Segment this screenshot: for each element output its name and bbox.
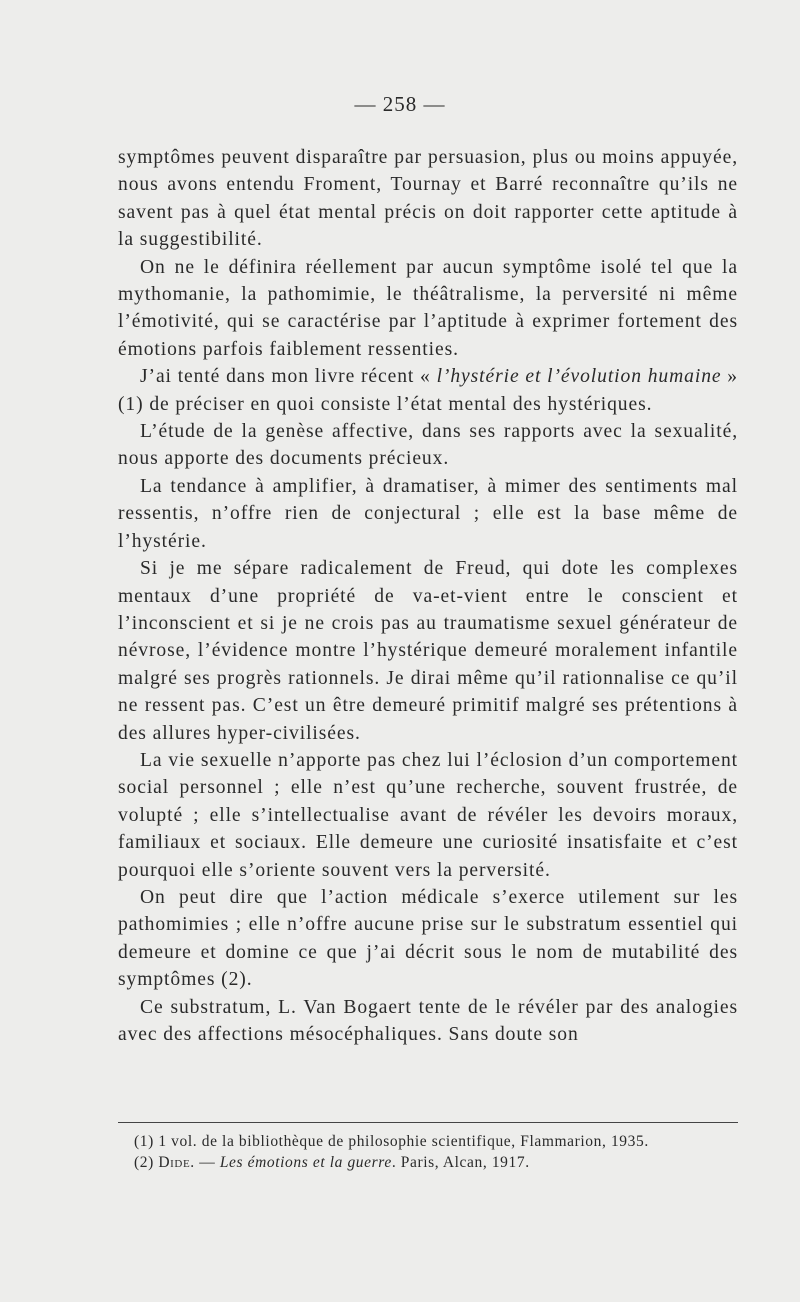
footnote-2-marker: (2) [134, 1153, 159, 1171]
footnote-2 [118, 1153, 738, 1174]
paragraph-4: L’étude de la genèse affective, dans ses rapports avec la sexualité, nous apporte des documents précieux. [118, 421, 738, 470]
paragraph-3 [118, 363, 738, 418]
page-number: — 258 — [354, 92, 446, 116]
footnote-1: (1) 1 vol. de la bibliothèque de philosophie scientifique, Flammarion, 1935. [134, 1133, 649, 1150]
paragraph-3-text-after: » (1) de préciser en quoi consiste l’état mental des hystériques. [118, 366, 739, 415]
paragraph-1: symptômes peuvent disparaître par persuasion, plus ou moins appuyée, nous avons entendu Froment, Tournay et Barré reconnaître qu’ils ne savent pas à quel état mental précis on doit rapporter cette aptitude à la suggestibilité. [118, 147, 738, 251]
footnote-2-separator: . — [190, 1153, 220, 1171]
book-title: l’hystérie et l’évolution humaine [436, 366, 722, 388]
paragraph-5: La tendance à amplifier, à dramatiser, à mimer des sentiments mal ressentis, n’offre rien de conjectural ; elle est la base même de l’hystérie. [118, 475, 738, 552]
paragraph-2: On ne le définira réellement par aucun symptôme isolé tel que la mythomanie, la pathomimie, le théâtralisme, la perversité ni même l’émotivité, qui se caractérise par l’aptitude à exprimer fortement des émotions parfois faiblement ressenties. [118, 256, 738, 360]
paragraph-7: La vie sexuelle n’apporte pas chez lui l’éclosion d’un comportement social personnel ; elle n’est qu’une recherche, souvent frustrée, de volupté ; elle s’intellectualise avant de révéler les devoirs moraux, familiaux et sociaux. Elle demeure une curiosité insatisfaite et c’est pourquoi elle s’oriente souvent vers la perversité. [118, 749, 738, 881]
paragraph-3-text-before: J’ai tenté dans mon livre récent « [140, 366, 437, 388]
footnote-divider [118, 1122, 738, 1123]
footnote-2-rest: . Paris, Alcan, 1917. [391, 1153, 530, 1171]
paragraph-9: Ce substratum, L. Van Bogaert tente de le révéler par des analogies avec des affections mésocéphaliques. Sans doute son [118, 996, 738, 1045]
body-text [118, 144, 738, 1048]
paragraph-6: Si je me sépare radicalement de Freud, qui dote les complexes mentaux d’une propriété de va-et-vient entre le conscient et l’inconscient et si je ne crois pas au traumatisme sexuel générateur de névrose, l’évidence montre l’hystérique demeuré moralement infantile malgré ses progrès rationnels. Je dirai même qu’il rationnalise ce qu’il ne ressent pas. C’est un être demeuré primitif malgré ses prétentions à des allures hyper-civilisées. [118, 558, 738, 744]
paragraph-8: On peut dire que l’action médicale s’exerce utilement sur les pathomimies ; elle n’offre aucune prise sur le substratum essentiel qui demeure et domine ce que j’ai décrit sous le nom de mutabilité des symptômes (2). [118, 886, 738, 991]
footnote-2-title: Les émotions et la guerre [219, 1153, 392, 1171]
footnotes [118, 1132, 738, 1173]
footnote-2-author: Dide [158, 1153, 191, 1171]
